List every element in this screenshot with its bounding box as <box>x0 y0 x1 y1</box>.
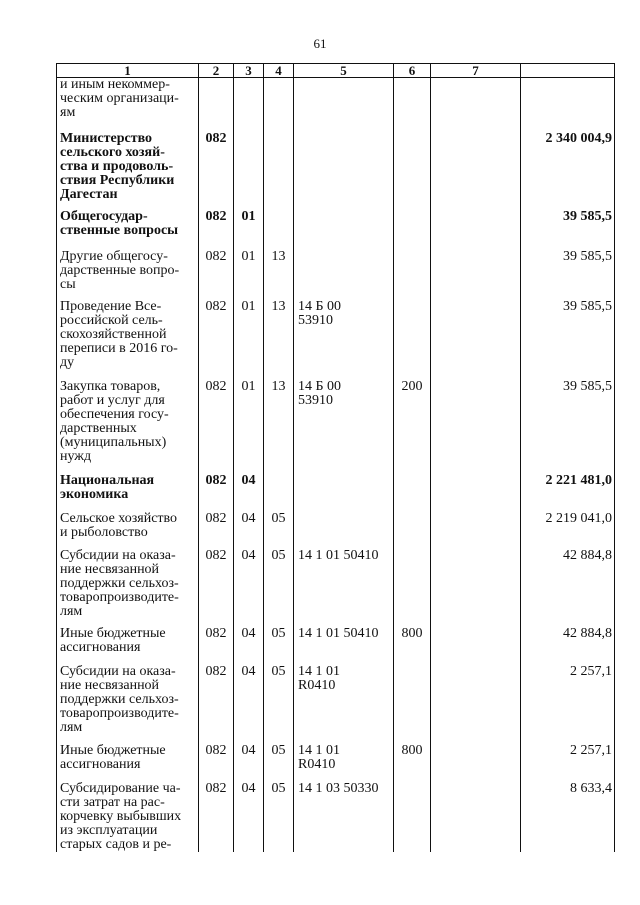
cell-section-text: 04 <box>241 625 256 641</box>
cell-column-7 <box>431 782 521 852</box>
cell-expense-type <box>394 300 431 380</box>
cell-expense-type <box>394 474 431 512</box>
cell-name-text: Министерство сельского хозяй- ства и продоволь- ствия Республики Дагестан <box>60 130 175 202</box>
cell-subsection-text: 05 <box>271 663 286 679</box>
cell-section <box>234 380 264 474</box>
cell-subsection <box>264 549 294 627</box>
table-row <box>57 744 615 782</box>
cell-admin-code <box>199 132 234 210</box>
cell-amount-text: 39 585,5 <box>563 378 612 394</box>
cell-admin-code <box>199 549 234 627</box>
cell-name-text: Общегосудар- ственные вопросы <box>60 208 179 238</box>
cell-admin-code-text: 082 <box>205 625 227 641</box>
cell-expense-type-text: 800 <box>401 742 423 758</box>
column-header-3: 3 <box>234 64 264 78</box>
cell-target-article-text: 14 Б 00 53910 <box>298 378 342 408</box>
cell-section-text: 04 <box>241 780 256 796</box>
cell-name <box>57 380 199 474</box>
cell-target-article-text: 14 1 01 50410 <box>298 625 379 641</box>
cell-admin-code <box>199 512 234 549</box>
cell-admin-code-text: 082 <box>205 472 227 488</box>
cell-subsection-text: 05 <box>271 742 286 758</box>
cell-name <box>57 300 199 380</box>
cell-target-article <box>294 474 394 512</box>
cell-amount-text: 2 340 004,9 <box>545 130 612 146</box>
cell-expense-type <box>394 549 431 627</box>
table-row <box>57 627 615 665</box>
column-header-1: 1 <box>57 64 199 78</box>
cell-amount <box>521 627 615 665</box>
cell-amount <box>521 250 615 300</box>
cell-name <box>57 744 199 782</box>
cell-subsection-text: 05 <box>271 625 286 641</box>
cell-expense-type <box>394 782 431 852</box>
cell-admin-code <box>199 474 234 512</box>
cell-admin-code <box>199 250 234 300</box>
cell-amount-text: 2 257,1 <box>570 663 612 679</box>
cell-name <box>57 250 199 300</box>
table-header-row <box>57 64 615 78</box>
cell-name-text: Субсидирование ча- сти затрат на рас- корчевку выбывших из эксплуатации старых садов и ре- <box>60 780 182 852</box>
cell-name <box>57 210 199 250</box>
column-header-6: 6 <box>394 64 431 78</box>
cell-target-article <box>294 210 394 250</box>
cell-amount <box>521 665 615 744</box>
cell-subsection <box>264 380 294 474</box>
cell-column-7 <box>431 474 521 512</box>
cell-admin-code <box>199 665 234 744</box>
cell-amount <box>521 132 615 210</box>
cell-target-article-text: 14 1 03 50330 <box>298 780 379 796</box>
cell-expense-type <box>394 512 431 549</box>
cell-amount-text: 2 221 481,0 <box>545 472 612 488</box>
table-row <box>57 300 615 380</box>
cell-admin-code <box>199 78 234 132</box>
column-header-5: 5 <box>294 64 394 78</box>
cell-admin-code-text: 082 <box>205 780 227 796</box>
cell-column-7 <box>431 549 521 627</box>
cell-column-7 <box>431 250 521 300</box>
cell-column-7 <box>431 78 521 132</box>
cell-amount-text: 39 585,5 <box>563 208 612 224</box>
cell-name <box>57 78 199 132</box>
cell-subsection <box>264 78 294 132</box>
cell-admin-code-text: 082 <box>205 248 227 264</box>
table-body <box>57 78 615 852</box>
table-row <box>57 474 615 512</box>
cell-section <box>234 512 264 549</box>
cell-target-article <box>294 549 394 627</box>
cell-admin-code <box>199 744 234 782</box>
cell-subsection-text: 05 <box>271 510 286 526</box>
cell-subsection <box>264 300 294 380</box>
cell-admin-code <box>199 210 234 250</box>
cell-subsection <box>264 627 294 665</box>
cell-subsection <box>264 512 294 549</box>
cell-amount <box>521 474 615 512</box>
cell-admin-code-text: 082 <box>205 742 227 758</box>
cell-name-text: Иные бюджетные ассигнования <box>60 742 166 772</box>
cell-section <box>234 549 264 627</box>
table-row <box>57 380 615 474</box>
cell-amount <box>521 549 615 627</box>
cell-name <box>57 132 199 210</box>
column-header-8 <box>521 64 615 78</box>
cell-target-article-text: 14 1 01 R0410 <box>298 663 340 693</box>
cell-section-text: 04 <box>241 472 256 488</box>
cell-expense-type <box>394 250 431 300</box>
cell-subsection-text: 05 <box>271 547 286 563</box>
column-header-7: 7 <box>431 64 521 78</box>
cell-section-text: 01 <box>241 298 256 314</box>
cell-admin-code-text: 082 <box>205 298 227 314</box>
cell-admin-code-text: 082 <box>205 663 227 679</box>
cell-amount-text: 42 884,8 <box>563 625 612 641</box>
cell-target-article <box>294 512 394 549</box>
cell-admin-code-text: 082 <box>205 378 227 394</box>
cell-admin-code-text: 082 <box>205 130 227 146</box>
cell-section <box>234 250 264 300</box>
cell-expense-type <box>394 132 431 210</box>
cell-subsection <box>264 782 294 852</box>
cell-amount-text: 42 884,8 <box>563 547 612 563</box>
cell-column-7 <box>431 380 521 474</box>
cell-name <box>57 474 199 512</box>
cell-amount <box>521 744 615 782</box>
cell-section <box>234 782 264 852</box>
table-row <box>57 78 615 132</box>
cell-amount <box>521 300 615 380</box>
cell-amount <box>521 78 615 132</box>
cell-expense-type <box>394 210 431 250</box>
cell-column-7 <box>431 744 521 782</box>
cell-name-text: Проведение Все- российской сель- скохозяйственной переписи в 2016 го- ду <box>60 298 178 370</box>
cell-admin-code <box>199 782 234 852</box>
cell-name-text: Другие общегосу- дарственные вопро- сы <box>60 248 180 292</box>
cell-column-7 <box>431 132 521 210</box>
cell-target-article-text: 14 1 01 50410 <box>298 547 379 563</box>
cell-name-text: Субсидии на оказа- ние несвязанной поддержки сельхоз- товаропроизводите- лям <box>60 663 179 735</box>
cell-section <box>234 744 264 782</box>
budget-table <box>56 63 615 852</box>
cell-admin-code-text: 082 <box>205 510 227 526</box>
cell-admin-code-text: 082 <box>205 547 227 563</box>
table-row <box>57 512 615 549</box>
cell-admin-code <box>199 300 234 380</box>
cell-amount-text: 2 257,1 <box>570 742 612 758</box>
cell-name <box>57 549 199 627</box>
cell-column-7 <box>431 210 521 250</box>
cell-amount <box>521 782 615 852</box>
cell-target-article <box>294 380 394 474</box>
cell-amount-text: 8 633,4 <box>570 780 612 796</box>
cell-section <box>234 132 264 210</box>
table-row <box>57 210 615 250</box>
cell-target-article-text: 14 1 01 R0410 <box>298 742 340 772</box>
cell-subsection <box>264 744 294 782</box>
cell-target-article <box>294 300 394 380</box>
cell-name-text: и иным некоммер- ческим организаци- ям <box>60 77 179 120</box>
cell-subsection-text: 13 <box>271 378 286 394</box>
cell-target-article <box>294 782 394 852</box>
cell-admin-code <box>199 627 234 665</box>
cell-subsection <box>264 132 294 210</box>
cell-section-text: 04 <box>241 547 256 563</box>
cell-amount <box>521 380 615 474</box>
cell-name <box>57 665 199 744</box>
cell-section-text: 04 <box>241 742 256 758</box>
cell-section <box>234 665 264 744</box>
table-row <box>57 132 615 210</box>
cell-subsection <box>264 665 294 744</box>
cell-column-7 <box>431 627 521 665</box>
cell-name-text: Иные бюджетные ассигнования <box>60 625 166 655</box>
cell-target-article <box>294 665 394 744</box>
cell-name-text: Закупка товаров, работ и услуг для обеспечения госу- дарственных (муниципальных) нужд <box>60 378 169 464</box>
cell-target-article <box>294 132 394 210</box>
cell-section-text: 01 <box>241 208 256 224</box>
column-header-2: 2 <box>199 64 234 78</box>
cell-target-article <box>294 250 394 300</box>
cell-subsection <box>264 210 294 250</box>
cell-expense-type <box>394 627 431 665</box>
cell-target-article <box>294 627 394 665</box>
cell-amount <box>521 512 615 549</box>
page-number: 61 <box>313 36 327 51</box>
cell-subsection-text: 13 <box>271 298 286 314</box>
table-row <box>57 549 615 627</box>
cell-section <box>234 300 264 380</box>
column-header-4: 4 <box>264 64 294 78</box>
cell-amount-text: 2 219 041,0 <box>545 510 612 526</box>
cell-section <box>234 474 264 512</box>
cell-column-7 <box>431 300 521 380</box>
table-row <box>57 665 615 744</box>
cell-amount-text: 39 585,5 <box>563 248 612 264</box>
cell-section-text: 01 <box>241 248 256 264</box>
cell-admin-code <box>199 380 234 474</box>
cell-expense-type <box>394 78 431 132</box>
table-row <box>57 782 615 852</box>
cell-subsection <box>264 474 294 512</box>
cell-subsection <box>264 250 294 300</box>
cell-target-article <box>294 78 394 132</box>
cell-section <box>234 210 264 250</box>
cell-expense-type-text: 200 <box>401 378 423 394</box>
cell-target-article <box>294 744 394 782</box>
cell-name <box>57 512 199 549</box>
cell-section <box>234 78 264 132</box>
cell-name-text: Сельское хозяйство и рыболовство <box>60 510 178 540</box>
cell-subsection-text: 05 <box>271 780 286 796</box>
cell-expense-type <box>394 665 431 744</box>
cell-name <box>57 782 199 852</box>
cell-section <box>234 627 264 665</box>
cell-section-text: 01 <box>241 378 256 394</box>
cell-section-text: 04 <box>241 510 256 526</box>
cell-target-article-text: 14 Б 00 53910 <box>298 298 342 328</box>
cell-amount-text: 39 585,5 <box>563 298 612 314</box>
cell-name-text: Субсидии на оказа- ние несвязанной поддержки сельхоз- товаропроизводите- лям <box>60 547 179 619</box>
cell-expense-type-text: 800 <box>401 625 423 641</box>
cell-amount <box>521 210 615 250</box>
cell-name-text: Национальная экономика <box>60 472 155 502</box>
cell-admin-code-text: 082 <box>205 208 227 224</box>
cell-column-7 <box>431 665 521 744</box>
cell-subsection-text: 13 <box>271 248 286 264</box>
cell-section-text: 04 <box>241 663 256 679</box>
table-row <box>57 250 615 300</box>
cell-name <box>57 627 199 665</box>
cell-column-7 <box>431 512 521 549</box>
cell-expense-type <box>394 380 431 474</box>
cell-expense-type <box>394 744 431 782</box>
